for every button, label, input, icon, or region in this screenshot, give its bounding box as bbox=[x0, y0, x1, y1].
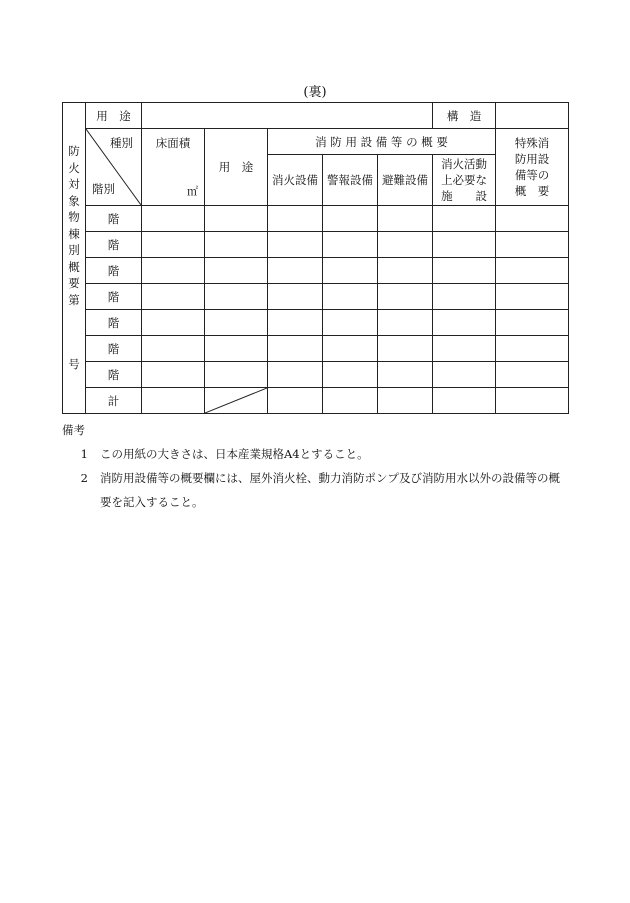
floor-unit-label: 階 bbox=[86, 336, 142, 362]
notes-section bbox=[62, 418, 572, 514]
notes-title: 備考 bbox=[62, 423, 85, 437]
purpose-field[interactable] bbox=[142, 103, 433, 129]
purpose-label: 用 途 bbox=[86, 103, 142, 129]
evacuation-header: 避難設備 bbox=[378, 155, 433, 206]
note-item bbox=[62, 466, 572, 514]
alarm-header: 警報設備 bbox=[323, 155, 378, 206]
floor-row bbox=[63, 232, 569, 258]
floor-unit-label: 階 bbox=[86, 232, 142, 258]
firefighting-facilities-header: 消火活動 上必要な 施 設 bbox=[433, 155, 496, 206]
floor-unit-label: 階 bbox=[86, 310, 142, 336]
total-area-field[interactable] bbox=[142, 388, 205, 414]
note-item bbox=[62, 442, 572, 466]
total-use-blank bbox=[205, 388, 268, 414]
total-label: 計 bbox=[86, 388, 142, 414]
special-equipment-header: 特殊消 防用設 備等の 概 要 bbox=[496, 129, 569, 206]
building-overview-form bbox=[62, 102, 569, 414]
note-text-continued: 要を記入すること。 bbox=[100, 495, 204, 509]
kind-label: 種別 bbox=[110, 136, 133, 150]
floor-unit-label: 階 bbox=[86, 206, 142, 232]
side-label: 防 火 対 象 物 棟 別 概 要 第 号 bbox=[63, 103, 86, 414]
area-header bbox=[142, 129, 205, 206]
floor-row bbox=[63, 206, 569, 232]
floor-unit-label: 階 bbox=[86, 362, 142, 388]
floor-row bbox=[63, 258, 569, 284]
floor-row bbox=[63, 336, 569, 362]
structure-field[interactable] bbox=[496, 103, 569, 129]
floor-unit-label: 階 bbox=[86, 258, 142, 284]
floor-row bbox=[63, 310, 569, 336]
note-number: 2 bbox=[80, 471, 88, 485]
note-text: 消防用設備等の概要欄には、屋外消火栓、動力消防ポンプ及び消防用水以外の設備等の概 bbox=[100, 471, 560, 485]
floor-row bbox=[63, 362, 569, 388]
note-number: 1 bbox=[80, 447, 88, 461]
area-label: 床面積 bbox=[155, 136, 191, 150]
kind-floor-header bbox=[86, 129, 142, 206]
floor-label: 階別 bbox=[92, 182, 115, 196]
structure-label: 構 造 bbox=[433, 103, 496, 129]
page-heading: (裏) bbox=[303, 85, 327, 100]
area-unit: ㎡ bbox=[187, 185, 198, 198]
fire-extinguishing-header: 消火設備 bbox=[268, 155, 323, 206]
note-text: この用紙の大きさは、日本産業規格A4とすること。 bbox=[100, 447, 369, 461]
use-header: 用 途 bbox=[205, 129, 268, 206]
overview-header: 消 防 用 設 備 等 の 概 要 bbox=[268, 129, 496, 155]
floor-row bbox=[63, 284, 569, 310]
floor-unit-label: 階 bbox=[86, 284, 142, 310]
total-row bbox=[63, 388, 569, 414]
